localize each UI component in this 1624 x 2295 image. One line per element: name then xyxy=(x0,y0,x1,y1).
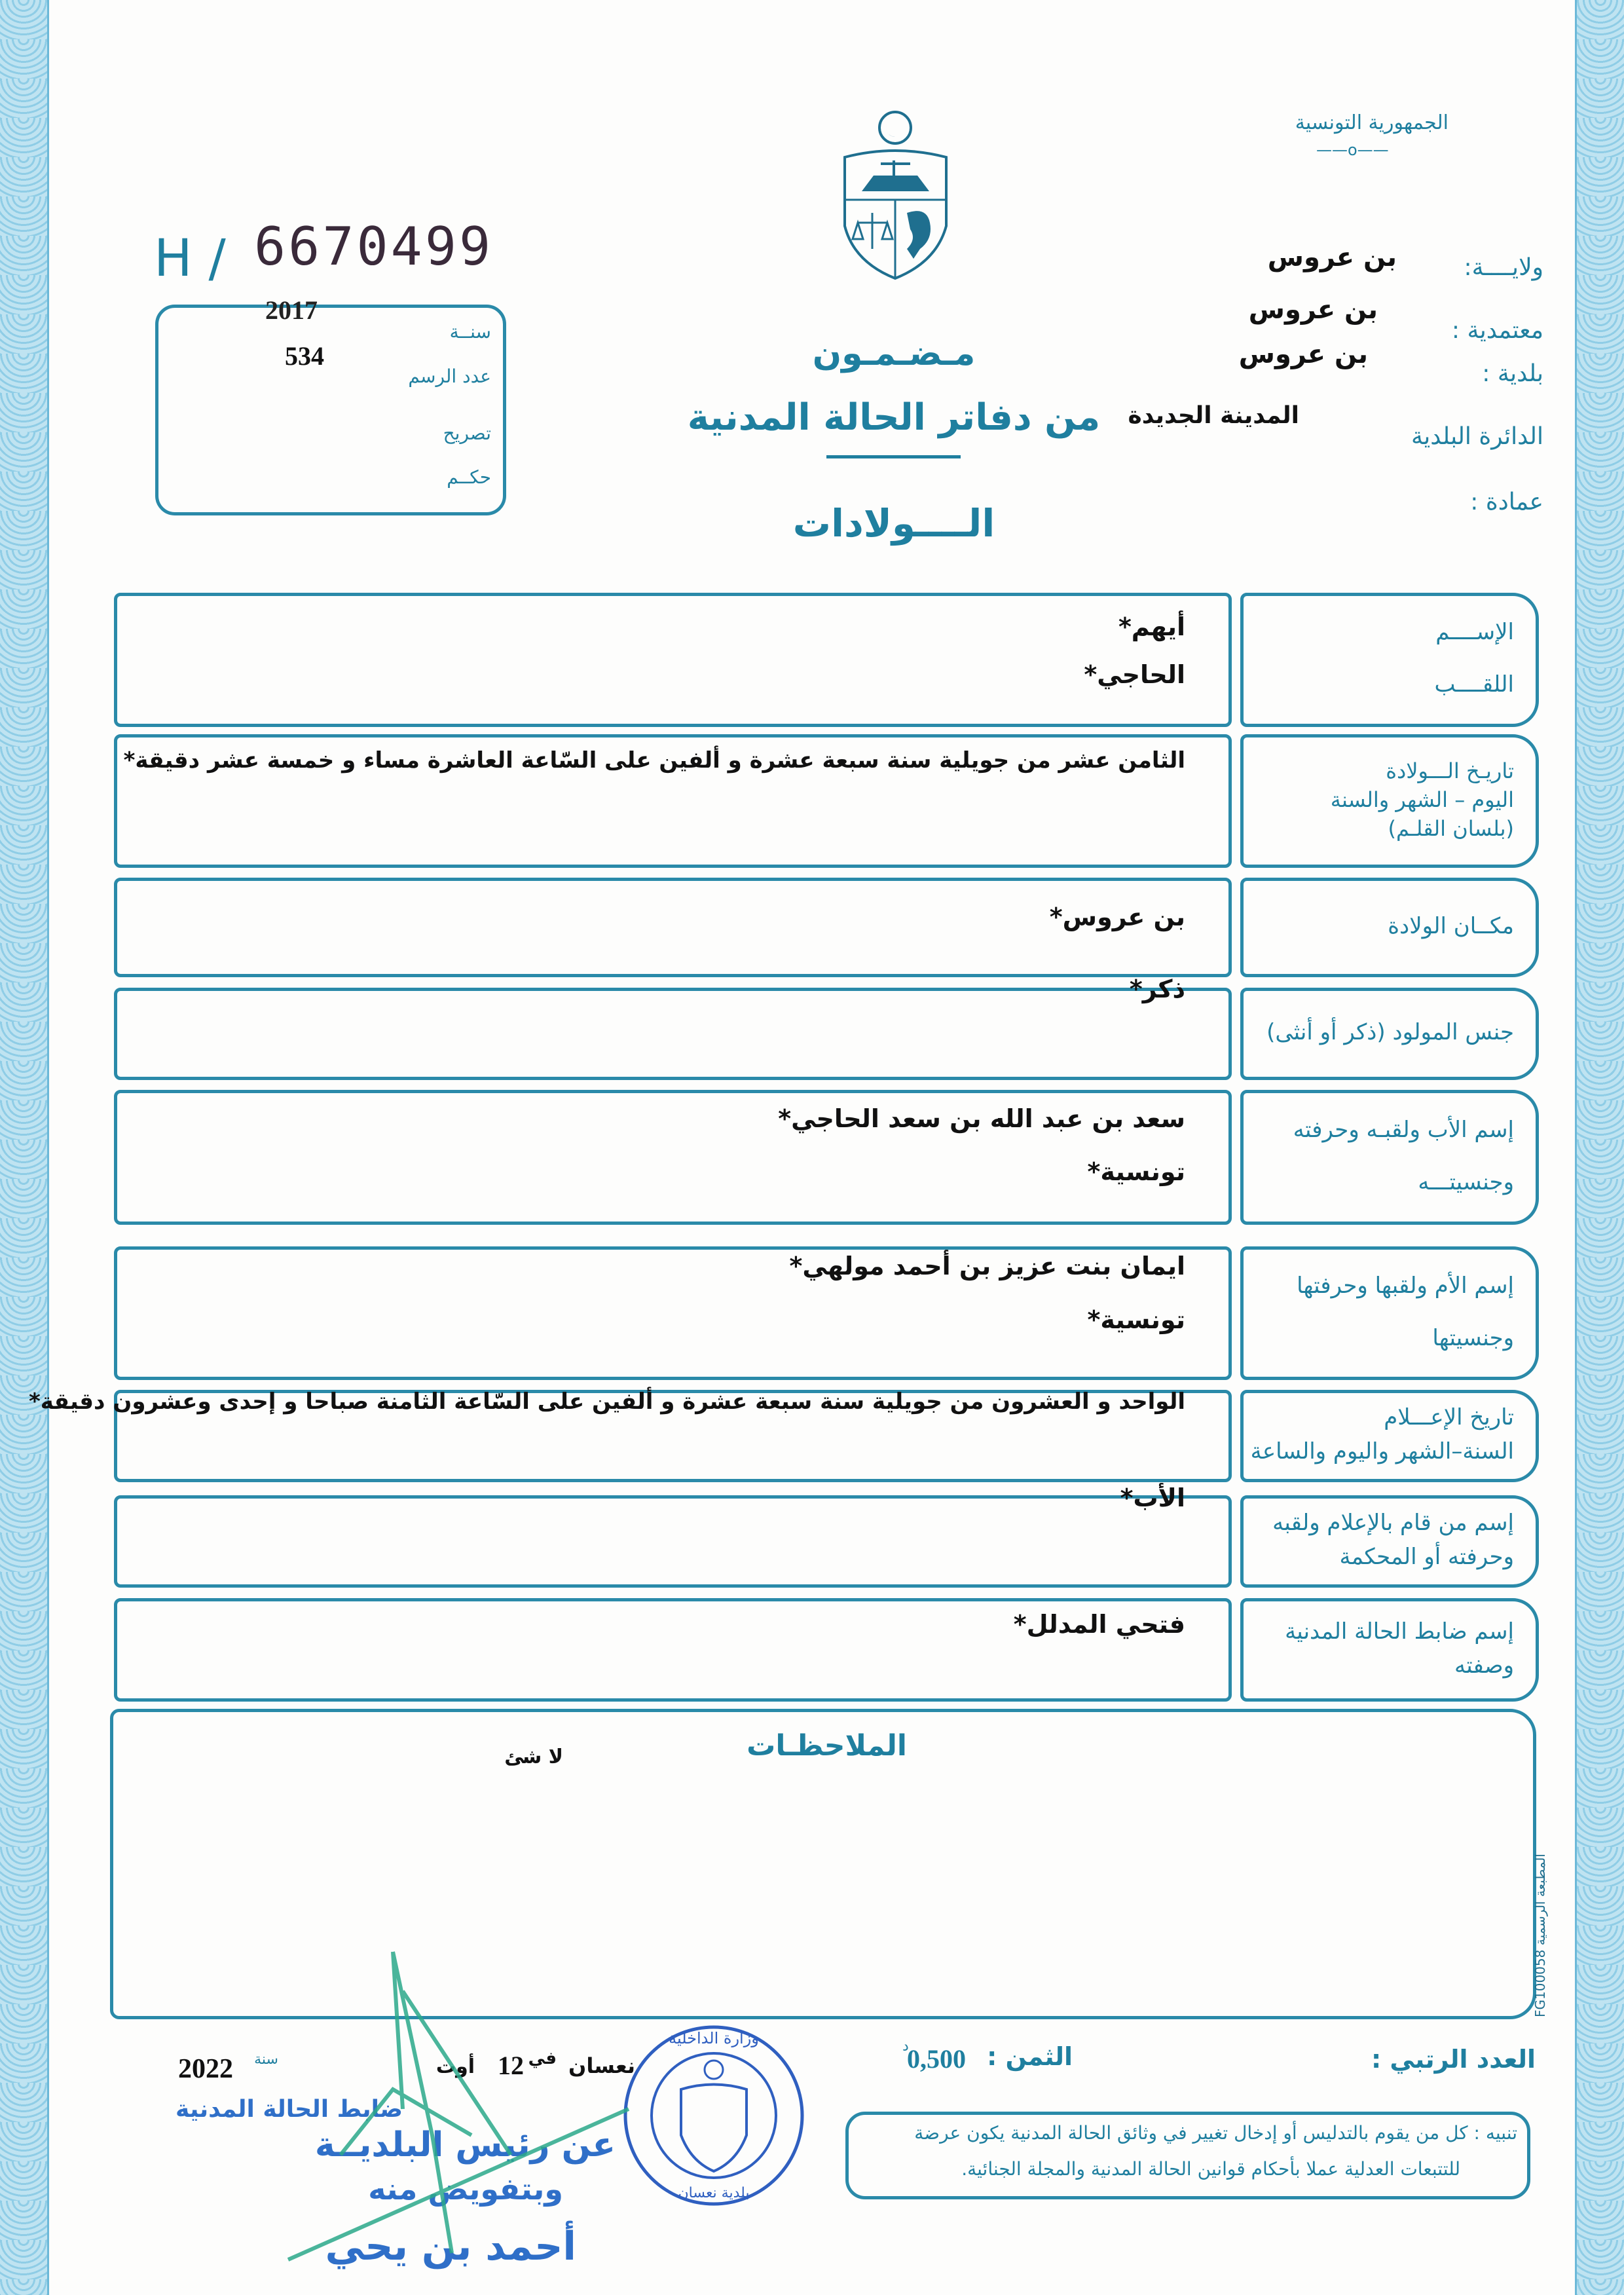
republic-divider: ——o—— xyxy=(1316,141,1389,159)
stamp-text-top: وزارة الداخلية xyxy=(669,2029,759,2047)
row-label-text: تاريـخ الـــولادة xyxy=(1386,758,1514,784)
row-label-box xyxy=(1240,1390,1539,1482)
governorate-value: بن عروس xyxy=(1267,242,1397,272)
municipality-label: بلدية : xyxy=(1482,360,1543,387)
row-value-box xyxy=(114,593,1232,727)
price-value: 0,500 xyxy=(907,2044,966,2074)
row-label-text: إسم الأم ولقبها وحرفتها xyxy=(1297,1272,1514,1299)
serial-prefix: H / xyxy=(154,229,226,288)
issue-month: أوت xyxy=(435,2055,475,2078)
row-label-text: وحرفته أو المحكمة xyxy=(1339,1544,1514,1571)
row-value-text: الأب* xyxy=(1120,1483,1185,1512)
security-border-right xyxy=(1575,0,1624,2295)
date-prefix: في xyxy=(528,2049,557,2068)
serial-order-label: العدد الرتبي : xyxy=(1371,2045,1536,2074)
row-label-box xyxy=(1240,1246,1539,1380)
security-border-left xyxy=(0,0,49,2295)
row-label-text: جنس المولود (ذكر أو أنثى) xyxy=(1266,1019,1514,1046)
stamp-text-bottom: بلدية نعسان xyxy=(678,2185,750,2201)
signature-title: ضابط الحالة المدنية xyxy=(175,2096,403,2123)
row-value-text: ذكر* xyxy=(1129,975,1185,1003)
remarks-value: لا شئ xyxy=(504,1745,563,1768)
row-label-text: الإســــم xyxy=(1435,619,1514,646)
title-underline xyxy=(826,455,961,458)
row-label-text: وجنسيتـــه xyxy=(1418,1168,1514,1195)
delegation-value: بن عروس xyxy=(1248,295,1378,325)
row-label-text: إسم ضابط الحالة المدنية xyxy=(1285,1618,1514,1645)
row-label-text: وصفته xyxy=(1454,1652,1514,1679)
row-label-text: السنة–الشهر واليوم والساعة xyxy=(1250,1438,1514,1465)
row-label-text: اليوم – الشهر والسنة xyxy=(1330,787,1514,813)
row-label-box xyxy=(1240,1598,1539,1702)
governorate-label: ولايــــة: xyxy=(1464,254,1543,281)
row-label-text: إسم من قام بالإعلام ولقبه xyxy=(1272,1510,1514,1537)
row-value-text: فتحي المدلل* xyxy=(1013,1610,1185,1639)
record-year-value: 2017 xyxy=(265,295,318,325)
issue-year-label: سنة xyxy=(254,2051,278,2068)
row-label-box xyxy=(1240,1090,1539,1225)
record-number-label: عدد الرسم xyxy=(408,365,491,387)
title-extract: مـضـمـون xyxy=(812,334,976,373)
district-value: المدينة الجديدة xyxy=(1128,402,1299,429)
serial-number: 6670499 xyxy=(254,216,494,277)
row-value-text: بن عروس* xyxy=(1049,903,1185,931)
handwritten-signature xyxy=(262,1939,720,2279)
sector-label: عمادة : xyxy=(1470,489,1543,515)
issue-place: نعسان xyxy=(568,2053,635,2078)
row-value-text: أيهم* xyxy=(1118,612,1185,641)
printer-mark: المطبعة الرسمية FG100058 xyxy=(1532,1854,1548,2017)
signature-line-1: عن رئيس البلديــة xyxy=(314,2125,616,2165)
issue-year: 2022 xyxy=(178,2054,233,2084)
remarks-label: الملاحظـات xyxy=(747,1729,907,1763)
price-unit: د xyxy=(902,2038,909,2055)
republic-title: الجمهورية التونسية xyxy=(1295,111,1449,134)
title-civil-registers: من دفاتر الحالة المدنية xyxy=(687,396,1101,439)
price-label: الثمن : xyxy=(987,2042,1073,2071)
signature-name: أحمد بن يحي xyxy=(325,2224,576,2269)
row-value-text: الواحد و العشرون من جويلية سنة سبعة عشرة و ألفين على السّاعة الثامنة صباحا و إحدى وعشرون دقيقة* xyxy=(29,1389,1185,1415)
issue-day: 12 xyxy=(498,2051,524,2080)
record-year-label: سنــة xyxy=(449,321,491,343)
title-births: الــــولادات xyxy=(792,501,995,546)
row-label-text: تاريخ الإعـــلام xyxy=(1384,1404,1514,1431)
row-value-text: الحاجي* xyxy=(1084,660,1185,689)
row-label-text: اللقــــب xyxy=(1434,671,1514,698)
row-value-box xyxy=(114,988,1232,1080)
row-label-text: إسم الأب ولقبـه وحرفته xyxy=(1293,1116,1514,1143)
signature-line-2: وبتفويض منه xyxy=(368,2171,563,2207)
delegation-label: معتمدية : xyxy=(1451,317,1543,344)
row-value-text: الثامن عشر من جويلية سنة سبعة عشرة و ألفين على السّاعة العاشرة مساء و خمسة عشر دقيقة* xyxy=(123,747,1185,774)
row-value-text: تونسية* xyxy=(1087,1157,1185,1186)
tunisia-emblem-icon xyxy=(838,108,953,282)
row-label-text: مكــان الولادة xyxy=(1388,912,1514,939)
row-value-text: ايمان بنت عزيز بن أحمد مولهي* xyxy=(789,1252,1185,1280)
row-value-text: تونسية* xyxy=(1087,1305,1185,1334)
row-value-box xyxy=(114,1495,1232,1588)
judgment-label: حكــم xyxy=(447,466,491,488)
record-number-value: 534 xyxy=(285,341,324,371)
row-value-text: سعد بن عبد الله بن سعد الحاجي* xyxy=(778,1104,1185,1133)
legal-notice-line-1: تنبيه : كل من يقوم بالتدليس أو إدخال تغيير في وثائق الحالة المدنية يكون عرضة xyxy=(914,2122,1517,2144)
row-label-text: (بلسان القلـم) xyxy=(1388,816,1514,842)
row-label-box xyxy=(1240,1495,1539,1588)
district-label: الدائرة البلدية xyxy=(1411,423,1543,450)
row-label-box xyxy=(1240,593,1539,727)
legal-notice-line-2: للتتبعات العدلية عملا بأحكام قوانين الحالة المدنية والمجلة الجنائية. xyxy=(961,2158,1460,2180)
municipality-value: بن عروس xyxy=(1238,339,1368,369)
row-label-text: وجنسيتها xyxy=(1432,1324,1514,1351)
declaration-label: تصريح xyxy=(443,422,491,444)
